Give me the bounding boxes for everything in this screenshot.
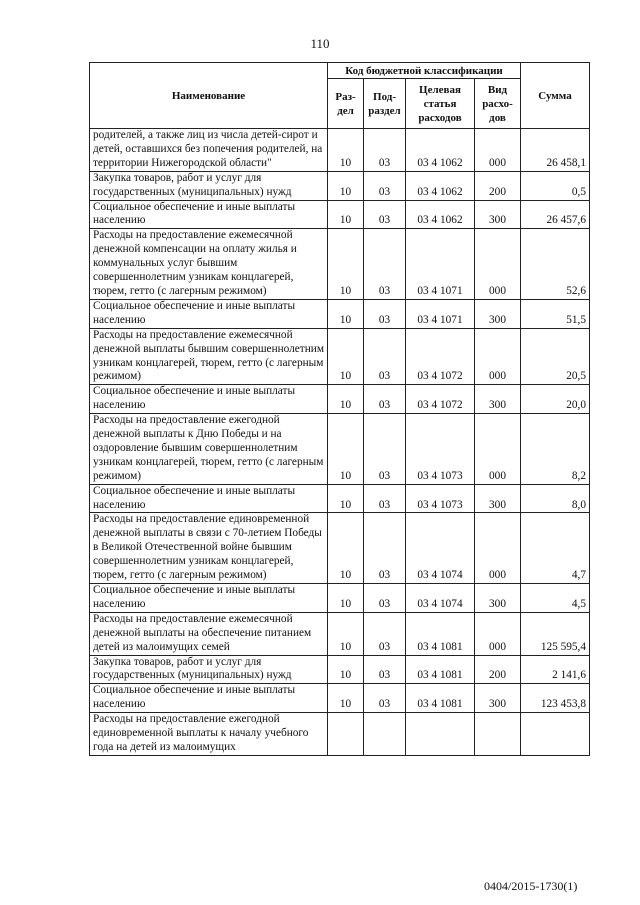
cell-section: 10 (328, 513, 364, 584)
cell-expense-type: 300 (475, 684, 521, 713)
cell-section: 10 (328, 129, 364, 172)
cell-target-article: 03 4 1073 (406, 484, 475, 513)
cell-name: Расходы на предоставление ежегодной денежной выплаты к Дню Победы и на оздоровление бывшим совершеннолетним узникам концлагерей, тюрем, гетто (с лагерным режимом) (90, 414, 328, 485)
cell-target-article: 03 4 1073 (406, 414, 475, 485)
cell-target-article: 03 4 1062 (406, 200, 475, 229)
cell-section: 10 (328, 171, 364, 200)
header-section: Раз-дел (328, 79, 364, 129)
cell-subsection: 03 (364, 229, 406, 300)
cell-name: Расходы на предоставление ежегодной единовременной выплаты к началу учебного года на детей из малоимущих (90, 713, 328, 756)
page-number: 110 (310, 36, 330, 51)
cell-amount: 2 141,6 (521, 655, 590, 684)
cell-amount: 4,5 (521, 584, 590, 613)
cell-expense-type: 000 (475, 414, 521, 485)
cell-section: 10 (328, 484, 364, 513)
cell-target-article: 03 4 1074 (406, 584, 475, 613)
cell-subsection: 03 (364, 328, 406, 385)
cell-amount: 123 453,8 (521, 684, 590, 713)
cell-target-article: 03 4 1062 (406, 171, 475, 200)
cell-target-article: 03 4 1072 (406, 328, 475, 385)
cell-name: Социальное обеспечение и иные выплаты населению (90, 484, 328, 513)
table-row (90, 612, 590, 655)
cell-expense-type: 000 (475, 129, 521, 172)
cell-section: 10 (328, 385, 364, 414)
cell-expense-type (475, 713, 521, 756)
cell-expense-type: 000 (475, 513, 521, 584)
cell-name: Расходы на предоставление ежемесячной денежной выплаты на обеспечение питанием детей из малоимущих семей (90, 612, 328, 655)
cell-amount: 125 595,4 (521, 612, 590, 655)
cell-target-article: 03 4 1071 (406, 229, 475, 300)
cell-section: 10 (328, 299, 364, 328)
table-row (90, 229, 590, 300)
cell-section: 10 (328, 229, 364, 300)
cell-target-article: 03 4 1081 (406, 655, 475, 684)
cell-amount: 8,0 (521, 484, 590, 513)
cell-name: Закупка товаров, работ и услуг для государственных (муниципальных) нужд (90, 655, 328, 684)
cell-subsection: 03 (364, 129, 406, 172)
header-target-article: Целевая статья расходов (406, 79, 475, 129)
document-code: 0404/2015-1730(1) (484, 879, 578, 893)
cell-section: 10 (328, 684, 364, 713)
cell-amount: 26 458,1 (521, 129, 590, 172)
cell-subsection: 03 (364, 171, 406, 200)
table-row (90, 200, 590, 229)
cell-expense-type: 300 (475, 584, 521, 613)
cell-amount: 20,0 (521, 385, 590, 414)
table-row (90, 584, 590, 613)
cell-amount: 26 457,6 (521, 200, 590, 229)
cell-name: Закупка товаров, работ и услуг для государственных (муниципальных) нужд (90, 171, 328, 200)
cell-subsection: 03 (364, 385, 406, 414)
cell-amount: 4,7 (521, 513, 590, 584)
cell-section: 10 (328, 200, 364, 229)
cell-amount: 20,5 (521, 328, 590, 385)
cell-name: Социальное обеспечение и иные выплаты населению (90, 200, 328, 229)
cell-subsection: 03 (364, 200, 406, 229)
header-subsection: Под-раздел (364, 79, 406, 129)
cell-subsection: 03 (364, 655, 406, 684)
cell-subsection (364, 713, 406, 756)
header-amount: Сумма (521, 63, 590, 129)
header-expense-type: Вид расхо-дов (475, 79, 521, 129)
cell-subsection: 03 (364, 414, 406, 485)
cell-target-article: 03 4 1081 (406, 684, 475, 713)
cell-target-article (406, 713, 475, 756)
cell-subsection: 03 (364, 584, 406, 613)
cell-target-article: 03 4 1072 (406, 385, 475, 414)
cell-expense-type: 300 (475, 299, 521, 328)
cell-subsection: 03 (364, 684, 406, 713)
header-classification: Код бюджетной классификации (328, 63, 521, 79)
cell-target-article: 03 4 1062 (406, 129, 475, 172)
cell-name: Социальное обеспечение и иные выплаты населению (90, 385, 328, 414)
table-header (90, 63, 590, 129)
cell-amount: 51,5 (521, 299, 590, 328)
cell-section: 10 (328, 584, 364, 613)
cell-expense-type: 000 (475, 612, 521, 655)
cell-expense-type: 200 (475, 655, 521, 684)
header-name: Наименование (90, 63, 328, 129)
table-row (90, 655, 590, 684)
cell-expense-type: 000 (475, 229, 521, 300)
cell-name: Социальное обеспечение и иные выплаты населению (90, 584, 328, 613)
cell-expense-type: 300 (475, 484, 521, 513)
budget-table (89, 62, 590, 756)
cell-name: Социальное обеспечение и иные выплаты населению (90, 684, 328, 713)
table-row (90, 299, 590, 328)
cell-amount: 52,6 (521, 229, 590, 300)
table-row (90, 328, 590, 385)
cell-expense-type: 300 (475, 385, 521, 414)
table-row (90, 713, 590, 756)
table-row (90, 513, 590, 584)
cell-name: Социальное обеспечение и иные выплаты населению (90, 299, 328, 328)
cell-name: родителей, а также лиц из числа детей-сирот и детей, оставшихся без попечения родителей, на территории Нижегородской области" (90, 129, 328, 172)
cell-name: Расходы на предоставление ежемесячной денежной компенсации на оплату жилья и коммунальных услуг бывшим совершеннолетним узникам концлагерей, тюрем, гетто (с лагерным режимом) (90, 229, 328, 300)
cell-expense-type: 200 (475, 171, 521, 200)
cell-target-article: 03 4 1071 (406, 299, 475, 328)
table-row (90, 171, 590, 200)
table-body (90, 129, 590, 756)
cell-amount (521, 713, 590, 756)
table-row (90, 684, 590, 713)
cell-subsection: 03 (364, 513, 406, 584)
cell-name: Расходы на предоставление единовременной денежной выплаты в связи с 70-летием Победы в Великой Отечественной войне бывшим совершеннолетним узникам концлагерей, тюрем, гетто (с лагерным режимом) (90, 513, 328, 584)
cell-section: 10 (328, 414, 364, 485)
cell-amount: 8,2 (521, 414, 590, 485)
table-row (90, 414, 590, 485)
cell-section: 10 (328, 328, 364, 385)
cell-target-article: 03 4 1074 (406, 513, 475, 584)
table-row (90, 484, 590, 513)
cell-section (328, 713, 364, 756)
cell-subsection: 03 (364, 612, 406, 655)
cell-section: 10 (328, 612, 364, 655)
table-row (90, 129, 590, 172)
cell-subsection: 03 (364, 484, 406, 513)
cell-expense-type: 300 (475, 200, 521, 229)
cell-amount: 0,5 (521, 171, 590, 200)
cell-section: 10 (328, 655, 364, 684)
cell-name: Расходы на предоставление ежемесячной денежной выплаты бывшим совершеннолетним узникам концлагерей, тюрем, гетто (с лагерным режимом) (90, 328, 328, 385)
cell-expense-type: 000 (475, 328, 521, 385)
cell-subsection: 03 (364, 299, 406, 328)
cell-target-article: 03 4 1081 (406, 612, 475, 655)
table-row (90, 385, 590, 414)
